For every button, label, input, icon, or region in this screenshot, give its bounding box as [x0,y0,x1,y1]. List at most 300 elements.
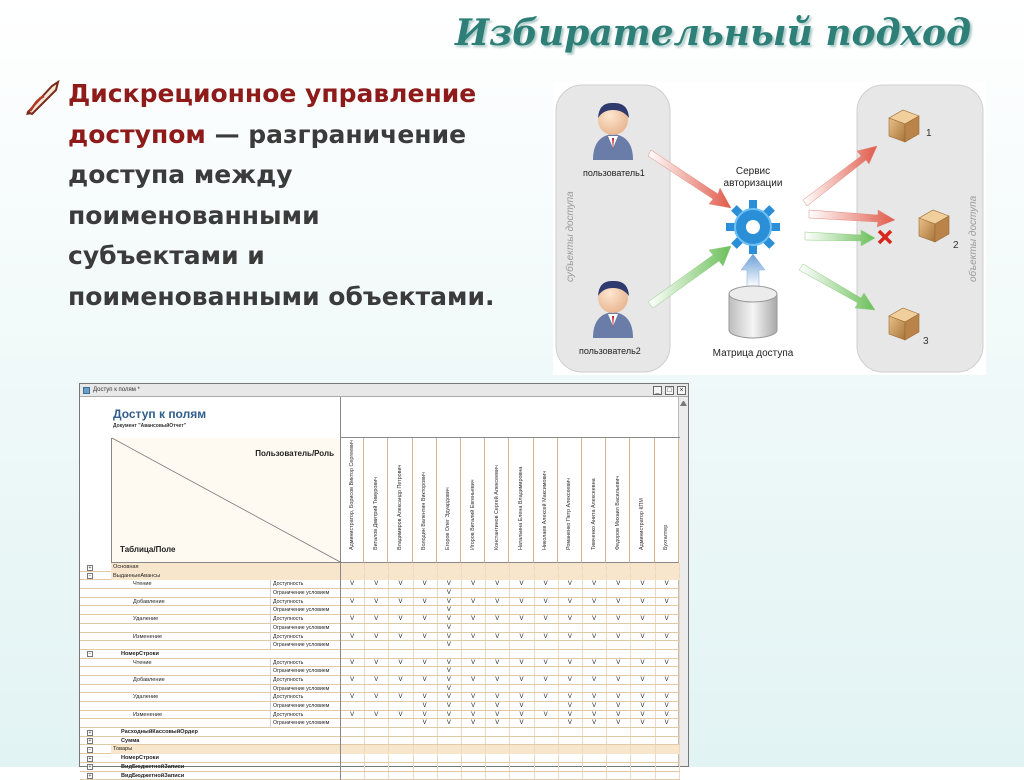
grid-line [437,772,438,780]
access-check[interactable]: V [485,693,509,702]
table-row[interactable] [80,719,680,728]
table-row[interactable] [80,763,680,772]
grid-line [388,737,389,745]
grid-line [461,667,462,675]
row-permission: Доступность [270,633,340,642]
column-header-label: Николаев Алексей Максимович [542,471,548,550]
table-row[interactable] [80,711,680,720]
row-permission: Доступность [270,693,340,702]
access-check[interactable]: V [388,633,412,642]
collapse-icon[interactable]: − [87,651,93,657]
grid-line [534,606,535,614]
table-row[interactable] [80,589,680,598]
table-row[interactable] [80,641,680,650]
grid-line [582,728,583,736]
access-check[interactable]: V [534,580,558,589]
table-row[interactable] [80,667,680,676]
access-check[interactable]: V [437,667,461,676]
column-header-label: Администратор КПМ [639,498,645,550]
access-check[interactable]: V [485,659,509,668]
grid-line [413,624,414,632]
access-check[interactable]: V [461,719,485,728]
column-header [582,438,606,563]
access-check[interactable]: V [485,719,509,728]
access-check[interactable]: V [340,693,364,702]
access-check[interactable]: V [413,633,437,642]
grid-line [388,702,389,710]
row-permission: Доступность [270,615,340,624]
access-check[interactable]: V [534,598,558,607]
grid-line [364,667,365,675]
access-check[interactable]: V [364,598,388,607]
access-check[interactable]: V [437,598,461,607]
access-check[interactable]: V [461,659,485,668]
access-check[interactable]: V [606,580,630,589]
grid-line [558,563,559,571]
grid-line [655,563,656,571]
row-name: Чтение [111,580,340,589]
access-check[interactable]: V [655,633,679,642]
bullet-text [68,74,498,317]
grid-line [606,728,607,736]
access-check[interactable]: V [437,702,461,711]
access-check[interactable]: V [606,719,630,728]
access-check[interactable]: V [413,598,437,607]
grid-line [679,598,680,606]
access-check[interactable]: V [655,615,679,624]
grid-line [461,737,462,745]
table-row[interactable] [80,606,680,615]
access-check[interactable]: V [364,711,388,720]
access-check[interactable]: V [437,624,461,633]
access-check[interactable]: V [509,719,533,728]
access-check[interactable]: V [534,633,558,642]
table-row[interactable] [80,650,680,659]
grid-line [534,737,535,745]
row-name: Основная [111,563,340,572]
access-check[interactable]: V [606,659,630,668]
access-check[interactable]: V [509,633,533,642]
grid-line [388,763,389,771]
access-check[interactable]: V [437,606,461,615]
maximize-button[interactable]: □ [665,386,674,395]
expand-icon[interactable]: + [87,756,93,762]
access-check[interactable]: V [558,702,582,711]
access-check[interactable]: V [413,659,437,668]
access-check[interactable]: V [364,580,388,589]
collapse-icon[interactable]: − [87,573,93,579]
access-check[interactable]: V [630,633,654,642]
grid-line [461,650,462,658]
grid-line [558,772,559,780]
row-name: Сумма [111,737,340,746]
close-button[interactable]: × [677,386,686,395]
access-check[interactable]: V [509,598,533,607]
access-check[interactable]: V [630,711,654,720]
access-check[interactable]: V [485,598,509,607]
grid-line [461,572,462,580]
access-check[interactable]: V [364,633,388,642]
grid-line [679,754,680,762]
scroll-up-icon[interactable] [680,399,687,406]
grid-line [461,606,462,614]
grid-line [509,772,510,780]
grid-line [485,624,486,632]
access-check[interactable]: V [534,615,558,624]
grid-line [485,745,486,753]
access-check[interactable]: V [461,676,485,685]
row-name: Удаление [111,693,340,702]
access-check[interactable]: V [437,711,461,720]
access-check[interactable]: V [558,693,582,702]
table-row[interactable] [80,598,680,607]
grid-line [630,563,631,571]
access-check[interactable]: V [630,719,654,728]
table-row[interactable] [80,693,680,702]
access-check[interactable]: V [364,615,388,624]
access-check[interactable]: V [413,676,437,685]
table-row[interactable] [80,737,680,746]
access-check[interactable]: V [364,676,388,685]
access-check[interactable]: V [655,598,679,607]
grid-line [364,763,365,771]
access-check[interactable]: V [582,719,606,728]
grid-line [582,624,583,632]
access-check[interactable]: V [606,598,630,607]
grid-line [679,676,680,684]
row-permission: Доступность [270,580,340,589]
grid-line [655,589,656,597]
row-name: НомерСтроки [111,754,340,763]
expand-icon[interactable]: + [87,773,93,779]
access-check[interactable]: V [582,702,606,711]
grid-line [630,763,631,771]
grid-line [582,563,583,571]
access-check[interactable]: V [509,702,533,711]
grid-line [413,685,414,693]
grid-line [655,763,656,771]
table-row[interactable] [80,702,680,711]
access-check[interactable]: V [655,676,679,685]
row-name: Чтение [111,659,340,668]
grid-line [413,563,414,571]
grid-line [509,667,510,675]
access-check[interactable]: V [413,615,437,624]
grid-line [679,702,680,710]
table-row[interactable] [80,580,680,589]
column-header-label: Игоров Виталий Евгеньевич [470,479,476,550]
access-check[interactable]: V [558,598,582,607]
bullet-rest: — разграничение доступа между поименованными субъектами и поименованными объектами. [68,120,494,311]
grid-line [364,745,365,753]
grid-line [461,745,462,753]
access-check[interactable]: V [630,702,654,711]
grid-line [413,667,414,675]
grid-line [582,572,583,580]
access-check[interactable]: V [509,711,533,720]
access-check[interactable]: V [534,693,558,702]
table-row[interactable] [80,754,680,763]
grid-line [630,754,631,762]
column-header-label: Романенко Петр Алексеевич [566,478,572,550]
column-header [606,438,630,563]
grid-line [364,754,365,762]
grid-line [606,641,607,649]
access-check[interactable]: V [388,659,412,668]
grid-line [630,641,631,649]
grid-line [461,763,462,771]
grid-line [606,667,607,675]
grid-line [679,615,680,623]
access-check[interactable]: V [413,580,437,589]
grid-line [679,572,680,580]
access-check[interactable]: V [509,615,533,624]
access-check[interactable]: V [461,615,485,624]
access-check[interactable]: V [437,589,461,598]
grid-line [679,685,680,693]
access-check[interactable]: V [461,693,485,702]
access-check[interactable]: V [340,633,364,642]
access-check[interactable]: V [413,693,437,702]
table-row[interactable] [80,676,680,685]
grid-line [413,572,414,580]
table-row[interactable] [80,745,680,754]
access-check[interactable]: V [364,659,388,668]
access-check[interactable]: V [485,615,509,624]
table-row[interactable] [80,772,680,780]
grid-line [413,650,414,658]
grid-line [437,763,438,771]
access-check[interactable]: V [485,633,509,642]
access-check[interactable]: V [340,711,364,720]
access-check[interactable]: V [582,580,606,589]
grid-line [655,641,656,649]
table-row[interactable] [80,572,680,581]
access-check[interactable]: V [461,633,485,642]
access-check[interactable]: V [582,615,606,624]
access-check[interactable]: V [558,676,582,685]
access-check[interactable]: V [630,615,654,624]
table-row[interactable] [80,624,680,633]
access-check[interactable]: V [606,702,630,711]
grid-line [509,728,510,736]
grid-line [679,580,680,588]
access-check[interactable]: V [655,693,679,702]
access-check[interactable]: V [534,676,558,685]
access-grid [80,397,678,766]
access-check[interactable]: V [413,702,437,711]
access-check[interactable]: V [606,711,630,720]
grid-line [655,667,656,675]
access-check[interactable]: V [509,580,533,589]
grid-line [655,624,656,632]
grid-line [485,606,486,614]
grid-line [679,728,680,736]
access-check[interactable]: V [558,580,582,589]
access-check[interactable]: V [437,641,461,650]
access-check[interactable]: V [388,711,412,720]
grid-line [679,772,680,780]
access-check[interactable]: V [461,598,485,607]
access-check[interactable]: V [437,633,461,642]
grid-line [388,667,389,675]
access-check[interactable]: V [606,633,630,642]
column-header [630,438,654,563]
expand-icon[interactable]: + [87,764,93,770]
expand-icon[interactable]: + [87,738,93,744]
access-check[interactable]: V [461,711,485,720]
access-check[interactable]: V [655,702,679,711]
column-header-label: Администратор, Борисов Виктор Сергеевич [349,440,355,550]
access-check[interactable]: V [437,659,461,668]
table-row[interactable] [80,728,680,737]
grid-line [606,745,607,753]
access-check[interactable]: V [437,719,461,728]
access-check[interactable]: V [485,702,509,711]
access-check[interactable]: V [606,676,630,685]
grid-line [582,763,583,771]
access-check[interactable]: V [606,615,630,624]
grid-line [630,589,631,597]
access-window [79,383,689,767]
access-check[interactable]: V [582,659,606,668]
access-check[interactable]: V [485,711,509,720]
grid-line [413,606,414,614]
access-check[interactable]: V [340,659,364,668]
grid-line [655,650,656,658]
access-check[interactable]: V [340,598,364,607]
grid-line [364,641,365,649]
access-check[interactable]: V [388,615,412,624]
row-name: Изменение [111,711,340,720]
grid-line [534,719,535,727]
access-check[interactable]: V [437,580,461,589]
grid-line [582,589,583,597]
access-check[interactable]: V [582,676,606,685]
access-check[interactable]: V [558,633,582,642]
grid-line [461,754,462,762]
access-check[interactable]: V [485,580,509,589]
row-name: Изменение [111,633,340,642]
access-check[interactable]: V [461,580,485,589]
grid-rows [80,563,680,780]
user1-label: пользователь1 [583,168,645,178]
access-check[interactable]: V [582,633,606,642]
access-check[interactable]: V [630,676,654,685]
access-check[interactable]: V [340,676,364,685]
grid-line [534,624,535,632]
access-check[interactable]: V [388,693,412,702]
grid-line [413,728,414,736]
access-check[interactable]: V [630,580,654,589]
access-check[interactable]: V [437,685,461,694]
grid-line [630,650,631,658]
access-check[interactable]: V [558,719,582,728]
grid-line [461,772,462,780]
grid-line [558,728,559,736]
access-check[interactable]: V [655,711,679,720]
access-check[interactable]: V [558,659,582,668]
table-row[interactable] [80,685,680,694]
object-1-label: 1 [926,128,932,139]
access-check[interactable]: V [388,580,412,589]
access-check[interactable]: V [437,615,461,624]
access-check[interactable]: V [485,676,509,685]
grid-line [485,650,486,658]
grid-line [606,772,607,780]
row-permission: Доступность [270,676,340,685]
access-check[interactable]: V [437,693,461,702]
column-header [388,438,412,563]
table-row[interactable] [80,615,680,624]
access-check[interactable]: V [558,711,582,720]
column-header [364,438,388,563]
access-check[interactable]: V [582,598,606,607]
access-check[interactable]: V [582,693,606,702]
access-check[interactable]: V [630,659,654,668]
grid-line [461,641,462,649]
access-check[interactable]: V [461,702,485,711]
access-check[interactable]: V [630,693,654,702]
access-check[interactable]: V [655,719,679,728]
table-row[interactable] [80,563,680,572]
access-check[interactable]: V [558,615,582,624]
row-permission: Ограничение условием [270,702,340,711]
access-check[interactable]: V [388,676,412,685]
minimize-button[interactable]: _ [653,386,662,395]
access-check[interactable]: V [509,676,533,685]
collapse-icon[interactable]: − [87,747,93,753]
access-check[interactable]: V [509,659,533,668]
access-check[interactable]: V [437,676,461,685]
access-check[interactable]: V [630,598,654,607]
grid-line [437,737,438,745]
grid-line [606,685,607,693]
access-check[interactable]: V [534,711,558,720]
row-permission: Ограничение условием [270,589,340,598]
access-check[interactable]: V [606,693,630,702]
grid-line [485,737,486,745]
expand-icon[interactable]: + [87,730,93,736]
access-check[interactable]: V [509,693,533,702]
access-check[interactable]: V [388,598,412,607]
grid-line [509,650,510,658]
access-check[interactable]: V [413,719,437,728]
access-check[interactable]: V [364,693,388,702]
grid-line [679,624,680,632]
matrix-arrow [741,254,765,287]
row-permission: Ограничение условием [270,667,340,676]
grid-line [606,650,607,658]
access-check[interactable]: V [413,711,437,720]
access-check[interactable]: V [340,615,364,624]
table-row[interactable] [80,659,680,668]
table-row[interactable] [80,633,680,642]
column-header-label: Владимиров Александр Петрович [397,465,403,550]
grid-line [388,624,389,632]
grid-line [582,650,583,658]
expand-icon[interactable]: + [87,565,93,571]
access-check[interactable]: V [655,580,679,589]
grid-line [437,728,438,736]
access-check[interactable]: V [534,659,558,668]
column-header [485,438,509,563]
column-header [509,438,533,563]
access-check[interactable]: V [340,580,364,589]
object-2-label: 2 [953,240,959,251]
access-check[interactable]: V [655,659,679,668]
access-check[interactable]: V [582,711,606,720]
